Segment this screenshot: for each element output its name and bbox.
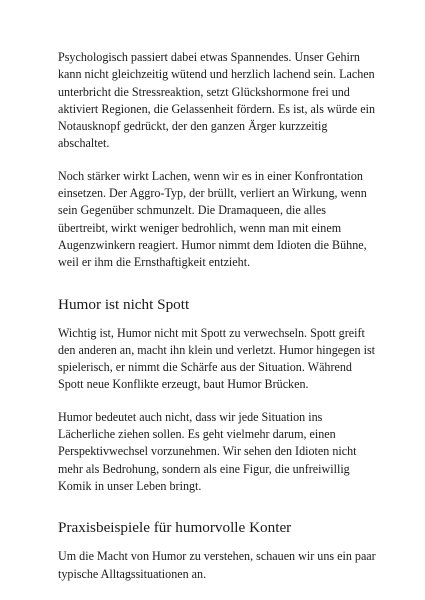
paragraph-psychology: Psychologisch passiert dabei etwas Spannendes. Unser Gehirn kann nicht gleichzeitig wütend und herzlich lachend sein. Lachen unterbricht die Stressreaktion, setzt Glückshormone frei und aktiviert Regionen, die Gelassenheit fördern. Es ist, als würde ein Notausknopf gedrückt, der den ganzen Ärger kurzzeitig abschaltet. — [58, 50, 376, 151]
page-content — [58, 49, 378, 598]
section-heading-practice-examples: Praxisbeispiele für humorvolle Konter — [58, 519, 292, 537]
paragraph-humor-vs-mockery: Wichtig ist, Humor nicht mit Spott zu verwechseln. Spott greift den anderen an, macht ihn klein und verletzt. Humor hingegen ist spielerisch, er nimmt die Schärfe aus der Situation. Während Spott neue Konflikte erzeugt, baut Humor Brücken. — [58, 325, 376, 392]
paragraph-confrontation: Noch stärker wirkt Lachen, wenn wir es in einer Konfrontation einsetzen. Der Aggro-Typ, der brüllt, verliert an Wirkung, wenn sein Gegenüber schmunzelt. Die Dramaqueen, die alles übertreibt, wirkt weniger bedrohlich, wenn man mit einem Augenzwinkern reagiert. Humor nimmt dem Idioten die Bühne, weil er ihm die Ernsthaftigkeit entzieht. — [58, 168, 367, 270]
paragraph-perspective-change: Humor bedeutet auch nicht, dass wir jede Situation ins Lächerliche ziehen sollen. Es geht vielmehr darum, einen Perspektivwechsel vorzunehmen. Wir sehen den Idioten nicht mehr als Bedrohung, sondern als eine Figur, die unfreiwillig Komik in unser Leben bringt. — [58, 409, 357, 493]
paragraph-everyday-situations: Um die Macht von Humor zu verstehen, schauen wir uns ein paar typische Alltagssituationen an. — [58, 549, 376, 581]
section-heading-humor-not-mockery: Humor ist nicht Spott — [58, 295, 190, 313]
